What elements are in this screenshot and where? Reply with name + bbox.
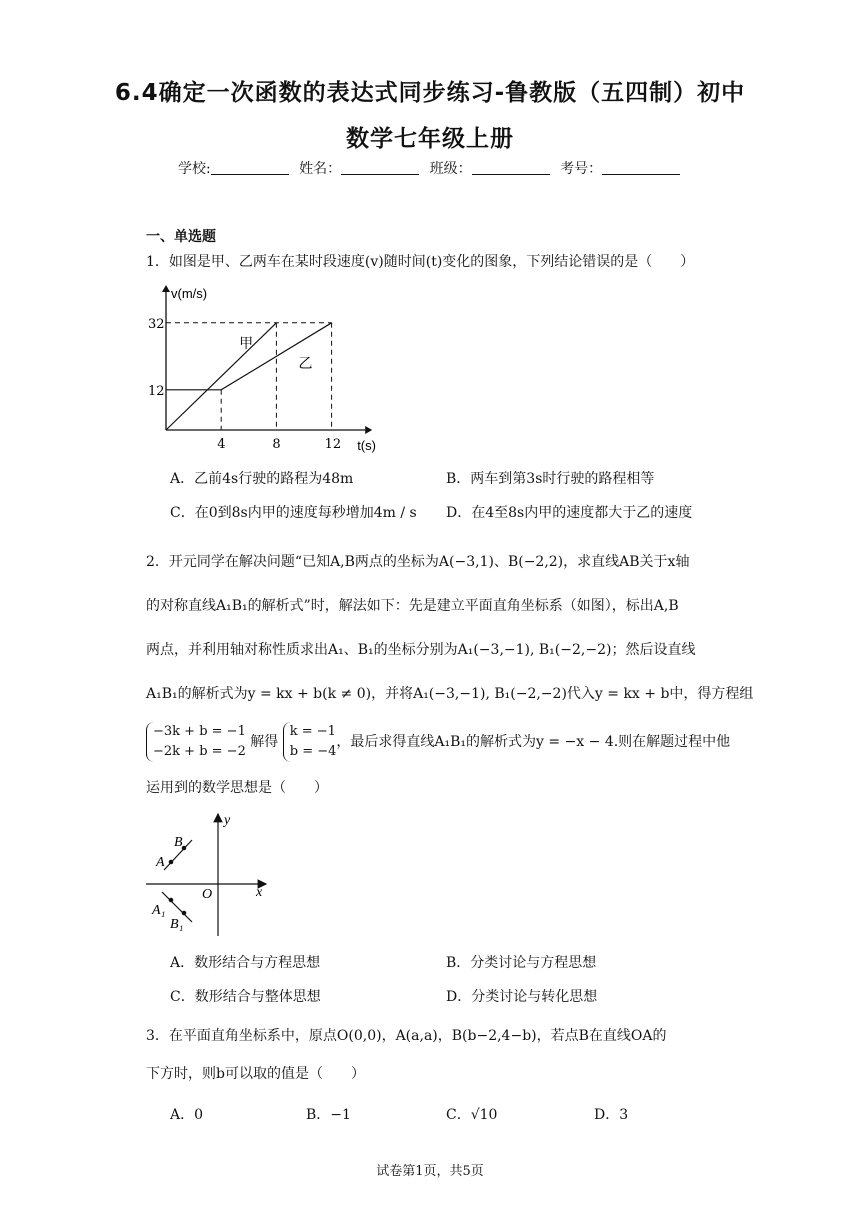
solution-b: b = −4 <box>289 744 337 759</box>
y-tick-label-0: 12 <box>148 383 165 399</box>
x-tick-label-1: 8 <box>272 437 281 452</box>
series-line-0 <box>166 323 276 430</box>
solution-k: k = −1 <box>289 724 336 739</box>
school-label: 学校: <box>178 161 211 177</box>
q2-line-6: 运用到的数学思想是（ ） <box>146 780 328 796</box>
q1-option-c: C．在0到8s内甲的速度每秒增加4m / s <box>170 505 417 521</box>
y-axis-arrow <box>162 285 170 292</box>
school-blank <box>211 160 289 175</box>
equation-system <box>146 722 246 762</box>
student-info-fields <box>178 158 686 178</box>
q2-option-d: D．分类讨论与转化思想 <box>446 989 598 1005</box>
series-label-yi: 乙 <box>298 356 313 373</box>
label-b: B <box>174 835 183 850</box>
label-a1: A₁ <box>152 903 166 918</box>
q2-line-4: A₁B₁的解析式为y = kx + b(k ≠ 0)，并将A₁(−3,−1), B₁(−2,−2)代入y = kx + b中，得方程组 <box>146 686 754 702</box>
q2-line-5-tail: ，最后求得直线A₁B₁的解析式为y = −x − 4.则在解题过程中他 <box>336 734 731 750</box>
y-tick-label-1: 32 <box>148 316 165 332</box>
q2-x-label: x <box>256 885 263 900</box>
q2-line-1: 2．开元同学在解决问题“已知A,B两点的坐标为A(−3,1)、B(−2,2)，求直线AB关于x轴 <box>146 554 690 570</box>
y-axis-label: v(m/s) <box>171 286 208 301</box>
label-a: A <box>156 855 165 870</box>
series-label-jia: 甲 <box>239 335 254 352</box>
q1-option-d: D．在4至8s内甲的速度都大于乙的速度 <box>446 505 693 521</box>
q3-line-1: 3．在平面直角坐标系中，原点O(0,0)，A(a,a)，B(b−2,4−b)，若点B在直线OA的 <box>146 1028 667 1044</box>
solution-system <box>283 722 337 762</box>
q3-option-c: C．√10 <box>446 1107 498 1123</box>
q3-option-d: D．3 <box>594 1107 629 1123</box>
q1-stem: 1．如图是甲、乙两车在某时段速度(v)随时间(t)变化的图象，下列结论错误的是（ ） <box>146 254 695 270</box>
class-label: 班级： <box>429 161 472 177</box>
equation-1: −3k + b = −1 <box>153 724 246 739</box>
q1-option-b: B．两车到第3s时行驶的路程相等 <box>446 471 655 487</box>
q3-line-2: 下方时，则b可以取的值是（ ） <box>146 1066 365 1082</box>
q3-option-a: A．0 <box>170 1107 204 1123</box>
q2-coordinate-figure <box>140 808 270 940</box>
q1-option-a: A．乙前4s行驶的路程为48m <box>170 471 354 487</box>
page-footer: 试卷第1页，共5页 <box>376 1164 484 1179</box>
section-heading: 一、单选题 <box>146 229 216 245</box>
q2-option-c: C．数形结合与整体思想 <box>170 989 321 1005</box>
q2-y-label: y <box>224 813 231 828</box>
name-label: 姓名： <box>299 161 342 177</box>
equation-2: −2k + b = −2 <box>153 744 246 759</box>
q2-line-3: 两点，并利用轴对称性质求出A₁、B₁的坐标分别为A₁(−3,−1), B₁(−2,−2)；然后设直线 <box>146 642 696 658</box>
q1-velocity-chart <box>150 282 400 452</box>
exam-no-label: 考号： <box>560 161 603 177</box>
x-tick-label-2: 12 <box>324 437 342 452</box>
q2-line-5 <box>146 722 730 762</box>
name-blank <box>341 160 419 175</box>
title-line-2: 数学七年级上册 <box>346 126 514 152</box>
label-b1: B₁ <box>170 917 184 932</box>
class-blank <box>472 160 550 175</box>
point-b1 <box>182 911 187 916</box>
q2-option-b: B．分类讨论与方程思想 <box>446 955 597 971</box>
exam-no-blank <box>602 160 680 175</box>
point-a1 <box>169 898 174 903</box>
q2-line-2: 的对称直线A₁B₁的解析式”时，解法如下：先是建立平面直角坐标系（如图），标出A,B <box>146 598 679 614</box>
x-tick-label-0: 4 <box>217 437 226 452</box>
title-line-1: 6.4确定一次函数的表达式同步练习-鲁教版（五四制）初中 <box>114 80 746 106</box>
q2-origin-label: O <box>202 887 213 902</box>
x-axis-label: t(s) <box>357 438 376 453</box>
q2-option-a: A．数形结合与方程思想 <box>170 955 321 971</box>
q3-option-b: B．−1 <box>306 1107 351 1123</box>
solve-word: 解得 <box>250 734 279 750</box>
x-axis-arrow <box>365 426 372 434</box>
point-a <box>169 860 174 865</box>
